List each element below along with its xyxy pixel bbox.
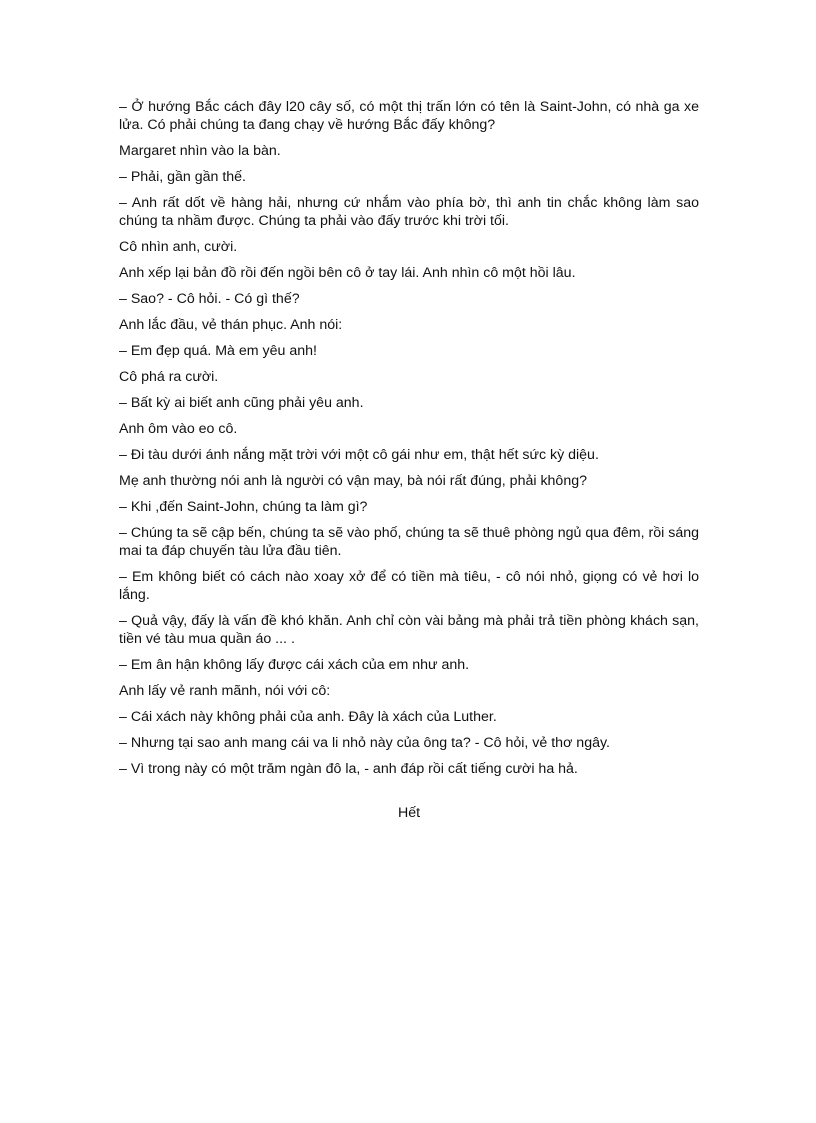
paragraph-5: Cô nhìn anh, cười. <box>119 239 238 255</box>
paragraph-18: – Quả vậy, đấy là vấn đề khó khăn. Anh chỉ còn vài bảng mà phải trả tiền phòng khách sạn, tiền vé tàu mua quần áo ... . <box>119 613 699 647</box>
paragraph-6: Anh xếp lại bản đồ rồi đến ngồi bên cô ở tay lái. Anh nhìn cô một hồi lâu. <box>119 265 576 281</box>
paragraph-4: – Anh rất dốt về hàng hải, nhưng cứ nhắm vào phía bờ, thì anh tin chắc không làm sao chúng ta nhầm được. Chúng ta phải vào đấy trước khi trời tối. <box>119 195 699 229</box>
paragraph-20: Anh lấy vẻ ranh mãnh, nói với cô: <box>119 683 331 699</box>
paragraph-16: – Chúng ta sẽ cập bến, chúng ta sẽ vào phố, chúng ta sẽ thuê phòng ngủ qua đêm, rồi sáng mai ta đáp chuyến tàu lửa đầu tiên. <box>119 525 699 559</box>
story-text <box>119 98 699 778</box>
paragraph-19: – Em ân hận không lấy được cái xách của em như anh. <box>119 657 470 673</box>
end-mark: Hết <box>397 805 421 821</box>
paragraph-17: – Em không biết có cách nào xoay xở để có tiền mà tiêu, - cô nói nhỏ, giọng có vẻ hơi lo lắng. <box>119 569 699 603</box>
paragraph-13: – Đi tàu dưới ánh nắng mặt trời với một cô gái như em, thật hết sức kỳ diệu. <box>119 447 599 463</box>
paragraph-11: – Bất kỳ ai biết anh cũng phải yêu anh. <box>119 395 364 411</box>
paragraph-3: – Phải, gần gần thế. <box>119 169 247 185</box>
paragraph-12: Anh ôm vào eo cô. <box>119 421 238 437</box>
paragraph-8: Anh lắc đầu, vẻ thán phục. Anh nói: <box>119 317 343 333</box>
paragraph-10: Cô phá ra cười. <box>119 369 219 385</box>
paragraph-22: – Nhưng tại sao anh mang cái va li nhỏ này của ông ta? - Cô hỏi, vẻ thơ ngây. <box>119 735 610 751</box>
document-page <box>119 98 699 822</box>
paragraph-23: – Vì trong này có một trăm ngàn đô la, - anh đáp rồi cất tiếng cười ha hả. <box>119 761 578 777</box>
paragraph-2: Margaret nhìn vào la bàn. <box>119 143 281 159</box>
paragraph-15: – Khi ,đến Saint-John, chúng ta làm gì? <box>119 499 368 515</box>
paragraph-1: – Ở hướng Bắc cách đây l20 cây số, có một thị trấn lớn có tên là Saint-John, có nhà ga xe lửa. Có phải chúng ta đang chạy về hướng Bắc đấy không? <box>119 99 699 133</box>
paragraph-14: Mẹ anh thường nói anh là người có vận may, bà nói rất đúng, phải không? <box>119 473 587 489</box>
paragraph-9: – Em đẹp quá. Mà em yêu anh! <box>119 343 317 359</box>
paragraph-7: – Sao? - Cô hỏi. - Có gì thế? <box>119 291 300 307</box>
paragraph-21: – Cái xách này không phải của anh. Đây là xách của Luther. <box>119 709 497 725</box>
